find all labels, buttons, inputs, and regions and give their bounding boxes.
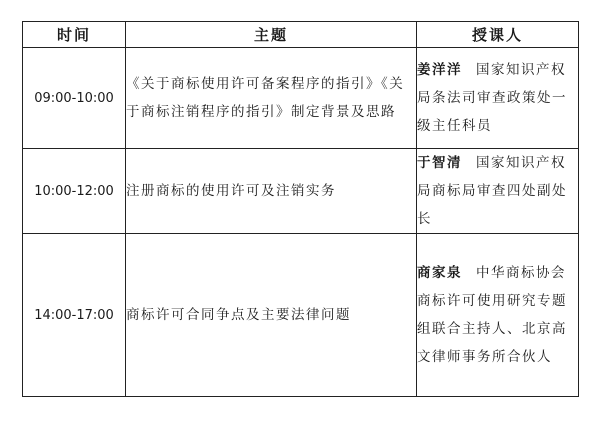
table-row (23, 234, 579, 397)
lecturer-name: 姜洋洋 (417, 62, 462, 78)
lecturer-title: 国家知识产权局商标局审查四处副处长 (417, 155, 567, 227)
lecturer-title: 国家知识产权局条法司审查政策处一级主任科员 (417, 62, 567, 134)
time-cell: 14:00-17:00 (23, 234, 126, 397)
topic-cell: 商标许可合同争点及主要法律问题 (126, 234, 417, 397)
lecturer-cell (417, 149, 579, 234)
table-row (23, 149, 579, 234)
lecturer-name: 商家泉 (417, 265, 462, 281)
header-time: 时间 (23, 22, 126, 48)
header-lecturer: 授课人 (417, 22, 579, 48)
lecturer-cell (417, 48, 579, 149)
topic-cell: 《关于商标使用许可备案程序的指引》《关于商标注销程序的指引》制定背景及思路 (126, 48, 417, 149)
lecturer-title: 中华商标协会商标许可使用研究专题组联合主持人、北京高文律师事务所合伙人 (417, 265, 567, 365)
header-row (23, 22, 579, 48)
lecturer-name: 于智清 (417, 155, 462, 171)
header-topic: 主题 (126, 22, 417, 48)
lecturer-cell (417, 234, 579, 397)
table-row (23, 48, 579, 149)
schedule-table (22, 21, 579, 397)
topic-cell: 注册商标的使用许可及注销实务 (126, 149, 417, 234)
time-cell: 10:00-12:00 (23, 149, 126, 234)
time-cell: 09:00-10:00 (23, 48, 126, 149)
